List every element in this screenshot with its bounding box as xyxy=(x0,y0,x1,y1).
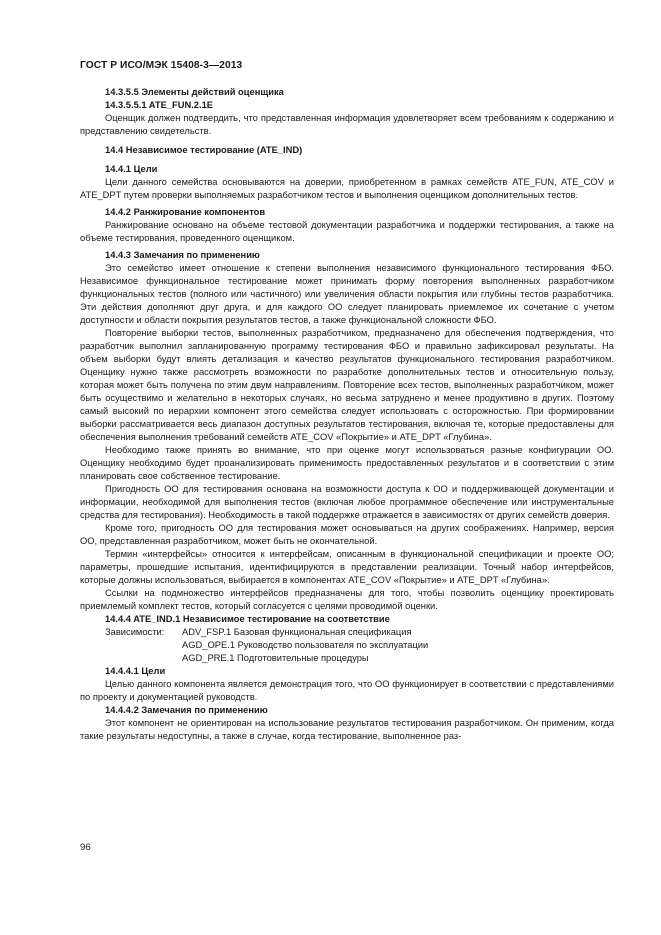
paragraph: Оценщик должен подтвердить, что представленная информация удовлетворяет всем требованиям к содержанию и представлению свидетельств. xyxy=(80,113,614,136)
dependencies-row xyxy=(80,626,614,639)
section-heading: 14.4.2 Ранжирование компонентов xyxy=(105,207,266,217)
paragraph: Повторение выборки тестов, выполненных разработчиком, предназначено для обеспечения подтверждения, что разработчик выполнил запланированную программу тестирования ФБО и правильно зафиксировал результаты. На объем выборки будут влиять детализация и качество результатов функционального тестирования разработчиком. Оценщику нужно также рассмотреть возможности по разработке дополнительных тестов и относительную пользу, которая может быть получена по этим двум направлениям. Повторение всех тестов, выполненных разработчиком, может быть осуществимо и желательно в некоторых случаях, но весьма затруднено и менее продуктивно в других. Поэтому самый высокий по иерархии компонент этого семейства следует использовать с осторожностью. При формировании выборки рассматривается весь диапазон доступных результатов тестирования, включая те, которые предоставлены для обеспечения выполнения требований семейств ATE_COV «Покрытие» и ATE_DPT «Глубина». xyxy=(80,328,614,442)
dependency-item: AGD_PRE.1 Подготовительные процедуры xyxy=(182,653,369,663)
paragraph: Целью данного компонента является демонстрация того, что ОО функционирует в соответствии с представлениями по проекту и документацией руководств. xyxy=(80,679,614,702)
paragraph: Термин «интерфейсы» относится к интерфейсам, описанным в функциональной спецификации и проекте ОО; параметры, прошедшие испытания, идентифицируются в представлении реализации. Точный набор интерфейсов, которые должны использоваться, выбирается в компонентах ATE_COV «Покрытие» и ATE_DPT «Глубина». xyxy=(80,549,614,585)
dependencies-label: Зависимости: xyxy=(105,627,165,637)
paragraph: Кроме того, пригодность ОО для тестирования может основываться на других соображениях. Например, версия ОО, представленная разработчиком, может быть не окончательной. xyxy=(80,523,614,546)
dependency-item: ADV_FSP.1 Базовая функциональная спецификация xyxy=(182,627,412,637)
paragraph: Это семейство имеет отношение к степени выполнения независимого функционального тестирования ФБО. Независимое функциональное тестирование может принимать форму повторения выполненных разработчиком функциональных тестов (полного или частичного) или увеличения области покрытия или глубины тестов разработчика. Эти действия дополняют друг друга, и для каждого ОО следует планировать приемлемое их сочетание с учетом доступности и области покрытия результатов тестов, а также функциональной сложности ФБО. xyxy=(80,263,614,325)
section-heading: 14.3.5.5 Элементы действий оценщика xyxy=(105,87,284,97)
section-heading: 14.4.4.2 Замечания по применению xyxy=(105,705,268,715)
page-number: 96 xyxy=(80,842,91,853)
paragraph: Пригодность ОО для тестирования основана на возможности доступа к ОО и поддерживающей документации и информации, необходимой для выполнения тестов (включая любое программное обеспечение или инструментальные средства для тестирования). Необходимость в такой поддержке отражается в зависимостях от других семейств доверия. xyxy=(80,484,614,520)
document-header: ГОСТ Р ИСО/МЭК 15408-3—2013 xyxy=(80,60,243,71)
paragraph: Необходимо также принять во внимание, что при оценке могут использоваться разные конфигурации ОО. Оценщику необходимо будет проанализировать применимость предоставленных результатов и в соответствии с этим планировать свое собственное тестирование. xyxy=(80,445,614,481)
paragraph: Ранжирование основано на объеме тестовой документации разработчика и поддержки тестирования, а также на объеме тестирования, проведенного оценщиком. xyxy=(80,220,614,243)
element-heading: 14.3.5.5.1 ATE_FUN.2.1E xyxy=(105,100,214,110)
document-body xyxy=(80,86,614,743)
section-heading: 14.4.1 Цели xyxy=(105,164,158,174)
dependency-item: AGD_OPE.1 Руководство пользователя по эксплуатации xyxy=(182,640,429,650)
section-heading: 14.4 Независимое тестирование (ATE_IND) xyxy=(105,145,303,155)
paragraph: Ссылки на подмножество интерфейсов предназначены для того, чтобы позволить оценщику проектировать приемлемый комплект тестов, который согласуется с целями проводимой оценки. xyxy=(80,588,614,611)
section-heading: 14.4.4.1 Цели xyxy=(105,666,166,676)
section-heading: 14.4.3 Замечания по применению xyxy=(105,250,260,260)
component-heading: 14.4.4 ATE_IND.1 Независимое тестирование на соответствие xyxy=(105,614,390,624)
paragraph: Цели данного семейства основываются на доверии, приобретенном в рамках семейств ATE_FUN, ATE_COV и ATE_DPT путем проверки выполняемых разработчиком тестов и выполнения оценщиком дополнительных тестов. xyxy=(80,177,614,200)
paragraph: Этот компонент не ориентирован на использование результатов тестирования разработчиком. Он применим, когда такие результаты недоступны, а также в случае, когда тестирование, выполненное раз- xyxy=(80,718,614,741)
